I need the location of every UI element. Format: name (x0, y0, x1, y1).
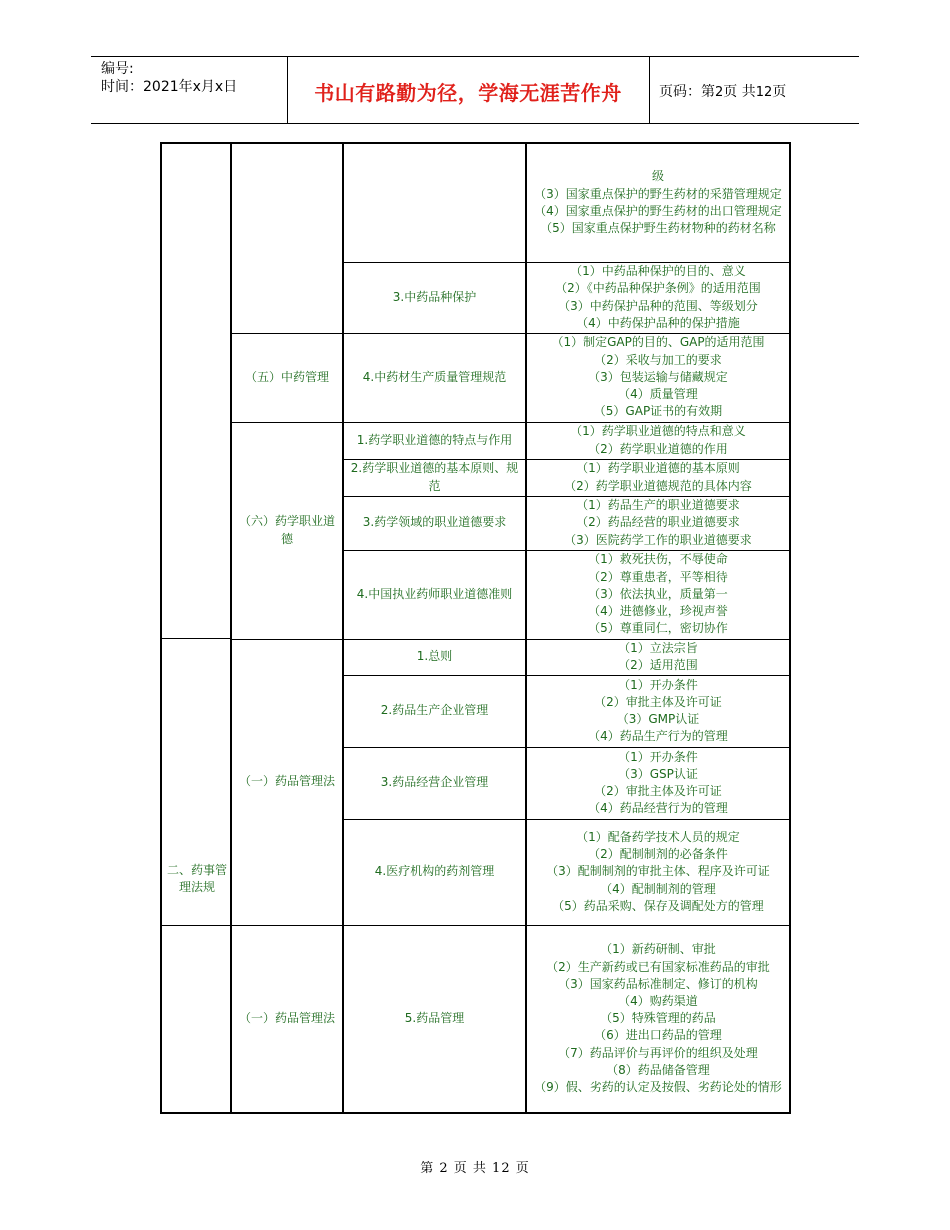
topic-cell: 1.总则 (343, 639, 526, 675)
details-cell (526, 422, 790, 459)
header-motto: 书山有路勤为径，学海无涯苦作舟 (314, 81, 622, 105)
detail-line: （2）审批主体及许可证 (594, 784, 722, 798)
detail-line: （5）药品采购、保存及调配处方的管理 (552, 898, 764, 913)
detail-line: （1）制定GAP的目的、GAP的适用范围 (551, 335, 765, 350)
details-cell (526, 143, 790, 262)
detail-line: （1）新药研制、审批 (600, 942, 716, 957)
detail-line: （2）药品经营的职业道德要求 (576, 515, 740, 530)
detail-line: （3）国家重点保护的野生药材的采猎管理规定 (534, 186, 782, 201)
detail-line: （1）立法宗旨 (618, 640, 698, 655)
detail-line: （4）配制制剂的管理 (600, 881, 716, 896)
detail-line: （4）药品生产行为的管理 (588, 729, 728, 744)
header-divider (649, 57, 650, 123)
topic-cell: 4.中药材生产质量管理规范 (343, 333, 526, 422)
detail-line: （6）进出口药品的管理 (594, 1028, 722, 1043)
group-cell (231, 143, 343, 333)
detail-line: （2）适用范围 (618, 658, 698, 672)
detail-line: （5）特殊管理的药品 (600, 1011, 716, 1026)
detail-line: （1）开办条件 (618, 749, 698, 764)
detail-line: （3）国家药品标准制定、修订的机构 (558, 976, 758, 991)
details-cell (526, 819, 790, 925)
topic-cell (343, 143, 526, 262)
header-page-info: 页码：第2页 共12页 (659, 84, 787, 100)
detail-line: （1）配备药学技术人员的规定 (576, 829, 740, 844)
header-left-info (101, 60, 237, 96)
detail-line: （2）《中药品种保护条例》的适用范围 (555, 281, 761, 296)
detail-line: （9）假、劣药的认定及按假、劣药论处的情形 (534, 1079, 782, 1094)
syllabus-table (160, 142, 791, 1114)
detail-line: （1）药学职业道德的特点和意义 (570, 424, 746, 439)
details-cell (526, 925, 790, 1113)
group-cell: （六）药学职业道德 (231, 422, 343, 639)
detail-line: （3）GSP认证 (618, 766, 698, 781)
topic-cell: 2.药品生产企业管理 (343, 675, 526, 747)
table-row (161, 925, 790, 1113)
detail-line: （4）进德修业，珍视声誉 (588, 604, 728, 619)
topic-cell: 1.药学职业道德的特点与作用 (343, 422, 526, 459)
page-footer: 第 2 页 共 12 页 (420, 1161, 530, 1176)
serial-label: 编号: (101, 61, 134, 77)
details-cell (526, 639, 790, 675)
detail-line: （3）GMP认证 (616, 712, 700, 726)
table-row (161, 333, 790, 422)
detail-line: （4）质量管理 (618, 387, 698, 402)
detail-line: （2）药学职业道德的作用 (588, 441, 728, 456)
detail-line: （1）药学职业道德的基本原则 (576, 461, 740, 476)
topic-cell: 3.中药品种保护 (343, 262, 526, 333)
table-row (161, 639, 790, 675)
group-cell: （一）药品管理法 (231, 639, 343, 925)
group-cell: （五）中药管理 (231, 333, 343, 422)
group-cell: （一）药品管理法 (231, 925, 343, 1113)
detail-line: （3）中药保护品种的范围、等级划分 (558, 298, 758, 313)
section-cell (161, 143, 231, 925)
details-cell (526, 747, 790, 819)
table-row (161, 422, 790, 459)
details-cell (526, 333, 790, 422)
detail-line: 级 (651, 169, 664, 184)
detail-line: （2）药学职业道德规范的具体内容 (564, 478, 752, 493)
page-header (91, 56, 859, 124)
detail-line: （5）尊重同仁，密切协作 (588, 621, 728, 636)
topic-cell: 3.药学领域的职业道德要求 (343, 496, 526, 550)
detail-line: （5）国家重点保护野生药材物种的药材名称 (540, 220, 776, 235)
detail-line: （2）采收与加工的要求 (594, 352, 722, 367)
topic-cell: 3.药品经营企业管理 (343, 747, 526, 819)
detail-line: （7）药品评价与再评价的组织及处理 (558, 1045, 758, 1060)
detail-line: （5）GAP证书的有效期 (593, 404, 723, 419)
detail-line: （3）医院药学工作的职业道德要求 (564, 532, 752, 547)
detail-line: （1）药品生产的职业道德要求 (576, 498, 740, 513)
detail-line: （1）开办条件 (618, 677, 698, 692)
detail-line: （4）药品经营行为的管理 (588, 801, 728, 816)
detail-line: （4）国家重点保护的野生药材的出口管理规定 (534, 203, 782, 218)
section-label: 二、药事管理法规 (166, 863, 227, 894)
detail-line: （8）药品储备管理 (606, 1062, 710, 1077)
details-cell (526, 459, 790, 496)
detail-line: （1）救死扶伤，不辱使命 (588, 552, 728, 567)
section-cell (161, 925, 231, 1113)
detail-line: （3）包装运输与储藏规定 (588, 369, 728, 384)
detail-line: （2）审批主体及许可证 (594, 694, 722, 709)
detail-line: （3）配制制剂的审批主体、程序及许可证 (546, 864, 770, 879)
detail-line: （4）中药保护品种的保护措施 (576, 315, 740, 330)
details-cell (526, 496, 790, 550)
detail-line: （3）依法执业，质量第一 (588, 586, 728, 601)
topic-cell: 4.中国执业药师职业道德准则 (343, 550, 526, 639)
details-cell (526, 550, 790, 639)
section-divider (162, 638, 231, 639)
detail-line: （4）购药渠道 (618, 993, 698, 1008)
detail-line: （2）尊重患者，平等相待 (588, 569, 728, 584)
details-cell (526, 675, 790, 747)
topic-cell: 2.药学职业道德的基本原则、规范 (343, 459, 526, 496)
details-cell (526, 262, 790, 333)
page-total: 12 (755, 85, 773, 100)
detail-line: （2）生产新药或已有国家标准药品的审批 (546, 959, 770, 974)
detail-line: （1）中药品种保护的目的、意义 (570, 264, 746, 279)
topic-cell: 5.药品管理 (343, 925, 526, 1113)
detail-line: （2）配制制剂的必备条件 (588, 847, 728, 862)
page-current: 2 (715, 85, 724, 100)
table-row (161, 143, 790, 262)
topic-cell: 4.医疗机构的药剂管理 (343, 819, 526, 925)
time-label: 时间：2021年x月x日 (101, 79, 238, 95)
